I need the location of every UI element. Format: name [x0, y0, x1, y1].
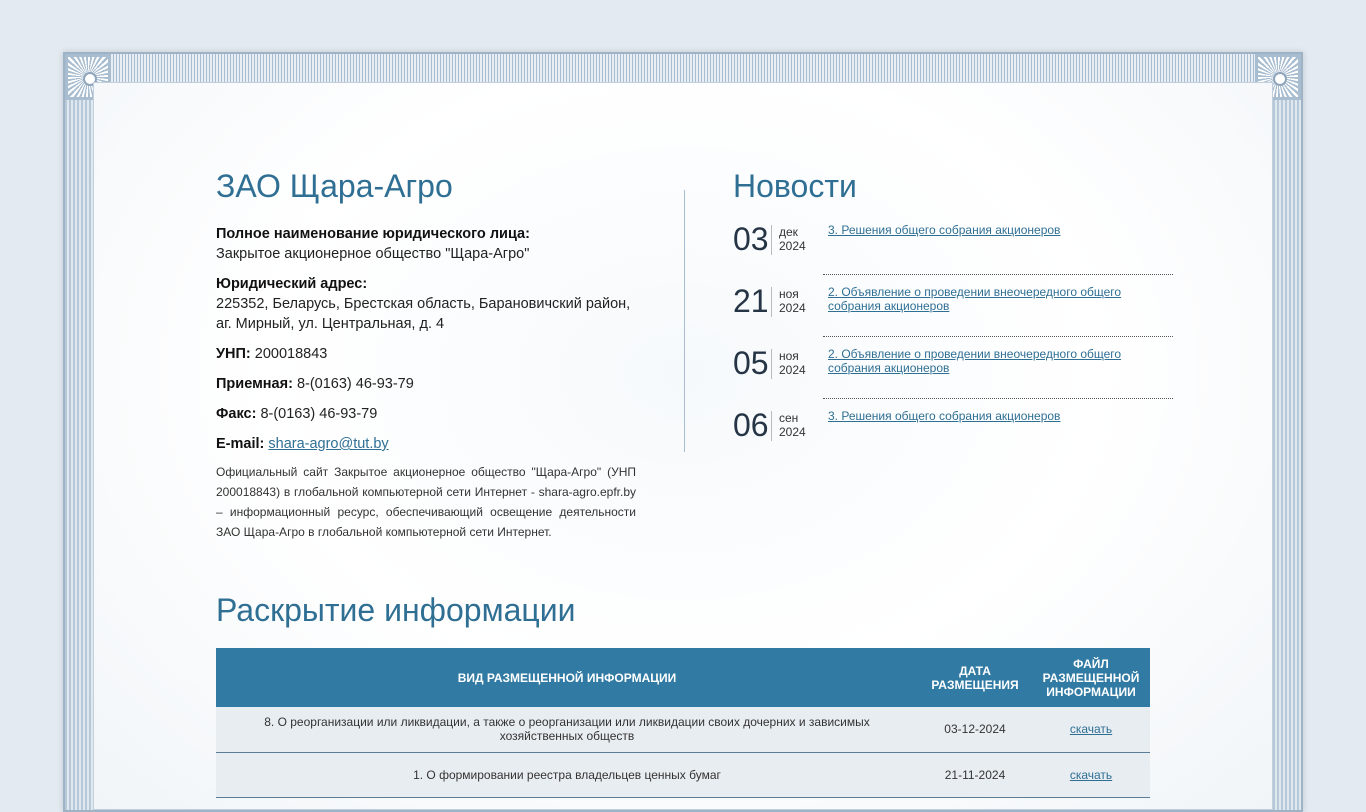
info-field: [216, 374, 636, 394]
field-value: 200018843: [254, 346, 328, 362]
email-row: [216, 434, 636, 454]
info-type: 1. О формировании реестра владельцев ценных бумаг: [216, 752, 918, 797]
site-description: Официальный сайт Закрытое акционерное общество "Щара-Агро" (УНП 200018843) в глобальной компьютерной сети Интернет - shara-agro.epfr.by – информационный ресурс, обеспечивающий освещение деятельности ЗАО Щара-Агро в глобальной компьютерной сети Интернет.: [216, 465, 636, 539]
field-label: Факс:: [216, 406, 257, 422]
news-link[interactable]: 2. Объявление о проведении внеочередного общего собрания акционеров: [828, 285, 1122, 313]
column-divider: [684, 190, 685, 452]
news-month: ноя: [779, 287, 799, 301]
email-link[interactable]: shara-agro@tut.by: [268, 436, 389, 452]
news-year: 2024: [779, 363, 806, 377]
field-label: Полное наименование юридического лица:: [216, 226, 530, 242]
news-month-year: [771, 287, 828, 317]
news-year: 2024: [779, 301, 806, 315]
news-link[interactable]: 3. Решения общего собрания акционеров: [828, 223, 1061, 237]
news-month-year: [771, 225, 828, 255]
info-field: [216, 224, 636, 264]
disclosure-table: [216, 648, 1150, 798]
news-day: 21: [733, 283, 769, 319]
field-value: 8-(0163) 46-93-79: [260, 406, 378, 422]
news-link[interactable]: 3. Решения общего собрания акционеров: [828, 409, 1061, 423]
info-field: [216, 404, 636, 424]
field-value: 225352, Беларусь, Брестская область, Барановичский район, аг. Мирный, ул. Центральная, д. 4: [216, 296, 631, 332]
column-header-file: ФАЙЛ РАЗМЕЩЕННОЙ ИНФОРМАЦИИ: [1032, 648, 1150, 707]
news-title: Новости: [733, 168, 857, 204]
email-label: E-mail:: [216, 436, 265, 452]
news-day: 03: [733, 221, 769, 257]
news-item: [733, 346, 1173, 408]
info-field: [216, 274, 636, 334]
column-header-type: ВИД РАЗМЕЩЕННОЙ ИНФОРМАЦИИ: [216, 648, 918, 707]
field-label: Юридический адрес:: [216, 276, 368, 292]
news-month: сен: [779, 411, 799, 425]
download-link[interactable]: скачать: [1069, 767, 1113, 782]
news-year: 2024: [779, 425, 806, 439]
table-row: [216, 752, 1150, 797]
field-label: УНП:: [216, 346, 251, 362]
table-row: [216, 707, 1150, 752]
company-title: ЗАО Щара-Агро: [216, 168, 453, 204]
news-item: [733, 284, 1173, 346]
field-label: Приемная:: [216, 376, 293, 392]
download-link[interactable]: скачать: [1069, 722, 1113, 737]
news-day: 06: [733, 407, 769, 443]
news-day: 05: [733, 345, 769, 381]
field-value: Закрытое акционерное общество "Щара-Агро": [216, 246, 530, 262]
news-month: дек: [779, 225, 798, 239]
disclosure-title: Раскрытие информации: [216, 592, 576, 628]
news-year: 2024: [779, 239, 806, 253]
info-type: 8. О реорганизации или ликвидации, а также о реорганизации или ликвидации своих дочерних и зависимых хозяйственных обществ: [216, 707, 918, 752]
news-month: ноя: [779, 349, 799, 363]
news-link[interactable]: 2. Объявление о проведении внеочередного общего собрания акционеров: [828, 347, 1122, 375]
field-value: 8-(0163) 46-93-79: [296, 376, 414, 392]
info-date: 21-11-2024: [918, 752, 1032, 797]
column-header-date: ДАТА РАЗМЕЩЕНИЯ: [918, 648, 1032, 707]
info-field: [216, 344, 636, 364]
news-item: [733, 408, 1173, 470]
company-info: [216, 224, 636, 552]
info-date: 03-12-2024: [918, 707, 1032, 752]
news-month-year: [771, 349, 828, 379]
news-month-year: [771, 411, 828, 441]
news-list: [733, 222, 1173, 470]
news-item: [733, 222, 1173, 284]
